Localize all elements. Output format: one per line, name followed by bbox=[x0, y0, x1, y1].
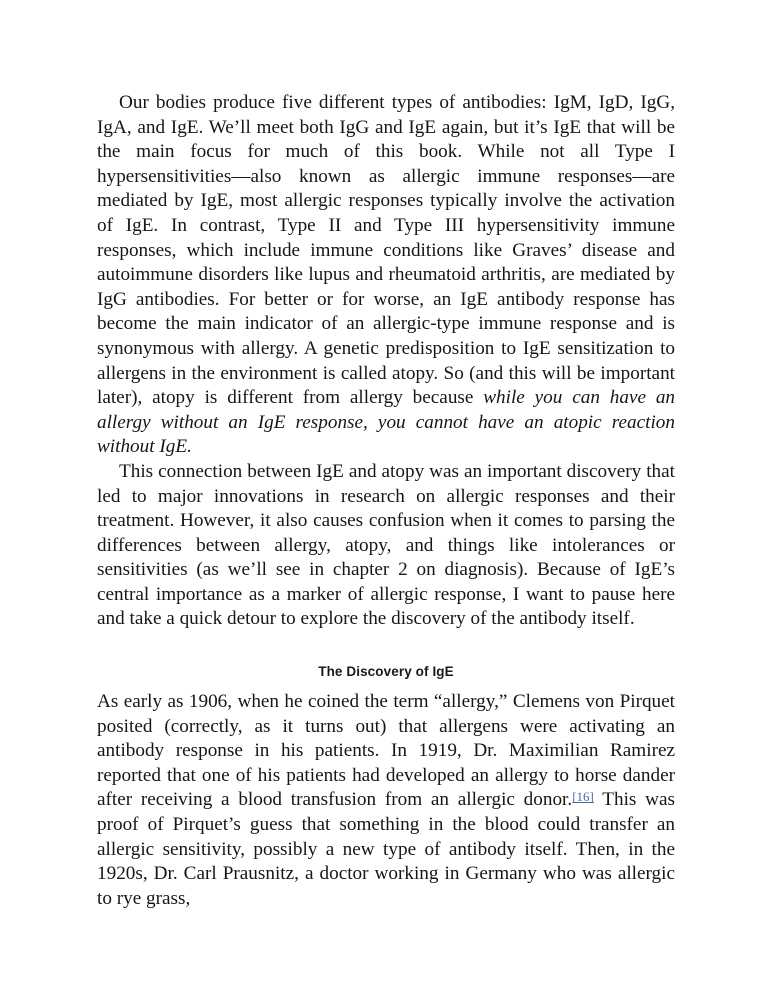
paragraph-text: This was proof of Pirquet’s guess that something in the blood could transfer an allergic sensitivity, possibly a new type of antibody itself. Then, in the 1920s, Dr. Carl Prausnitz, a doctor working in Germany who was allergic to rye grass, bbox=[97, 789, 676, 909]
paragraph-discovery-history bbox=[97, 690, 675, 911]
section-heading: The Discovery of IgE bbox=[318, 664, 454, 680]
paragraph-ige-atopy-connection: This connection between IgE and atopy was an important discovery that led to major innovations in research on allergic responses and their treatment. However, it also causes confusion when it comes to parsing the differences between allergy, atopy, and things like intolerances or sensitivities (as we’ll see in chapter 2 on diagnosis). Because of IgE’s central importance as a marker of allergic response, I want to pause here and take a quick detour to explore the discovery of the antibody itself. bbox=[97, 460, 675, 630]
paragraph-antibody-types bbox=[97, 91, 675, 460]
paragraph-text: Our bodies produce five different types of antibodies: IgM, IgD, IgG, IgA, and IgE. We’ll meet both IgG and IgE again, but it’s IgE that will be the main focus for much of this book. While not all Type I hypersensitivities—also known as allergic immune responses—are mediated by IgE, most allergic responses typically involve the activation of IgE. In contrast, Type II and Type III hypersensitivity immune responses, which include immune conditions like Graves’ disease and autoimmune disorders like lupus and rheumatoid arthritis, are mediated by IgG antibodies. For better or for worse, an IgE antibody response has become the main indicator of an allergic-type immune response and is synonymous with allergy. A genetic predisposition to IgE sensitization to allergens in the environment is called atopy. So (and this will be important later), atopy is different from allergy because bbox=[97, 92, 675, 409]
book-page bbox=[97, 91, 675, 911]
footnote-reference-link[interactable]: [16] bbox=[572, 789, 594, 805]
paragraph-text: As early as 1906, when he coined the term “allergy,” Clemens von Pirquet posited (correctly, as it turns out) that allergens were activating an antibody response in his patients. In 1919, Dr. Maximilian Ramirez reported that one of his patients had developed an allergy to horse dander after receiving a blood transfusion from an allergic donor. bbox=[97, 691, 675, 811]
italic-emphasis: while you can have an allergy without an IgE response, you cannot have an atopic reaction without IgE. bbox=[97, 387, 676, 458]
